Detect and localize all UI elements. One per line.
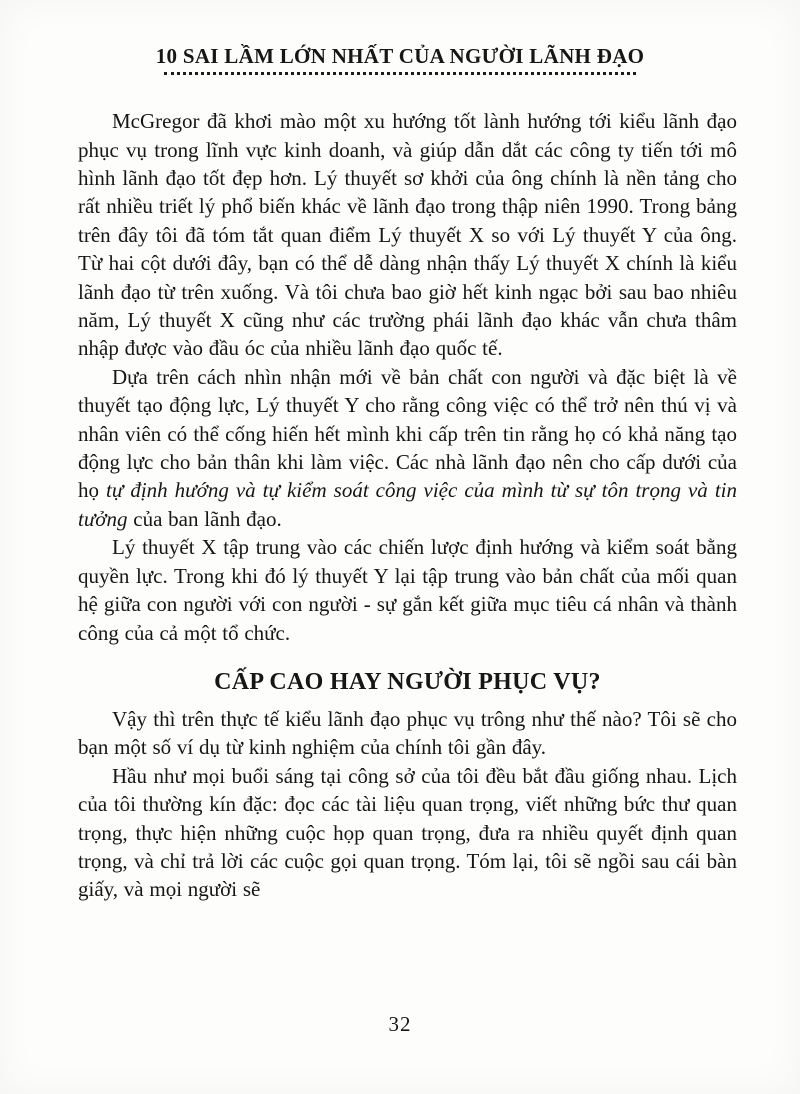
text-run: Vậy thì trên thực tế kiểu lãnh đạo phục vụ trông như thế nào? Tôi sẽ cho bạn một số ví dụ từ kinh nghiệm của chính tôi gần đây. [78,706,737,760]
paragraph [78,363,737,533]
paragraph [78,762,737,904]
book-title: 10 SAI LẦM LỚN NHẤT CỦA NGƯỜI LÃNH ĐẠO [155,44,645,68]
text-run: Lý thuyết X tập trung vào các chiến lược định hướng và kiểm soát bằng quyền lực. Trong khi đó lý thuyết Y lại tập trung vào bản chất của mối quan hệ giữa con người với con người - sự gắn kết giữa mục tiêu cá nhân và thành công của cả một tổ chức. [78,535,737,645]
paragraph [78,107,737,363]
running-header [0,0,800,75]
italic-text-run: tự định hướng và tự kiểm soát công việc của mình từ sự tôn trọng và tin tưởng [78,478,737,531]
dotted-rule [164,72,636,75]
paragraph [78,533,737,647]
page-number: 32 [388,1012,412,1036]
text-run: của ban lãnh đạo. [127,506,282,531]
text-run: Hầu như mọi buổi sáng tại công sở của tôi đều bắt đầu giống nhau. Lịch của tôi thường kín đặc: đọc các tài liệu quan trọng, viết những bức thư quan trọng, thực hiện những cuộc họp quan trọng, đưa ra nhiều quyết định quan trọng, và chỉ trả lời các cuộc gọi quan trọng. Tóm lại, tôi sẽ ngồi sau cái bàn giấy, và mọi người sẽ [78,763,737,902]
page-body [78,107,737,904]
page-footer [0,1012,800,1037]
section-heading: CẤP CAO HAY NGƯỜI PHỤC VỤ? [214,668,601,695]
text-run: McGregor đã khơi mào một xu hướng tốt lành hướng tới kiểu lãnh đạo phục vụ trong lĩnh vực kinh doanh, và giúp dẫn dắt các công ty tiến tới mô hình lãnh đạo tốt đẹp hơn. Lý thuyết sơ khởi của ông chính là nền tảng cho rất nhiều triết lý phổ biến khác về lãnh đạo trong thập niên 1990. Trong bảng trên đây tôi đã tóm tắt quan điểm Lý thuyết X so với Lý thuyết Y của ông. Từ hai cột dưới đây, bạn có thể dễ dàng nhận thấy Lý thuyết X chính là kiểu lãnh đạo từ trên xuống. Và tôi chưa bao giờ hết kinh ngạc bởi sau bao nhiêu năm, Lý thuyết X cũng như các trường phái lãnh đạo khác vẫn chưa thâm nhập được vào đầu óc của nhiều lãnh đạo quốc tế. [78,109,737,361]
text-run: Dựa trên cách nhìn nhận mới về bản chất con người và đặc biệt là về thuyết tạo động lực, Lý thuyết Y cho rằng công việc có thể trở nên thú vị và nhân viên có thể cống hiến hết mình khi cấp trên tin rằng họ có khả năng tạo động lực cho bản thân khi làm việc. Các nhà lãnh đạo nên cho cấp dưới của họ [78,364,737,503]
paragraph [78,705,737,762]
